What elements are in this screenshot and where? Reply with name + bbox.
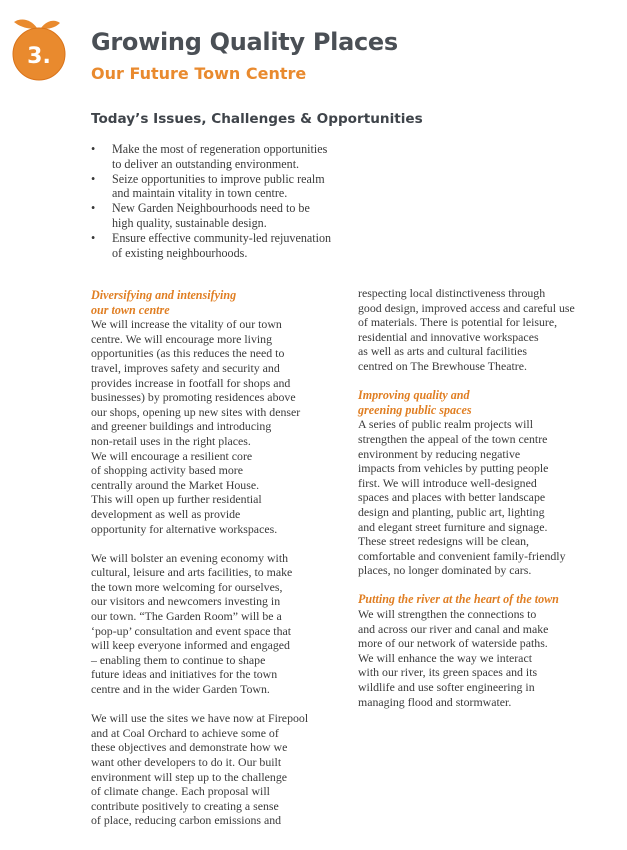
column-right (358, 286, 613, 709)
text-line: impacts from vehicles by putting people (358, 461, 549, 476)
chapter-badge (10, 14, 68, 82)
text-line: – enabling them to continue to shape (91, 652, 266, 667)
text-line: opportunities (as this reduces the need to (91, 346, 285, 361)
text-line: the town more welcoming for ourselves, (91, 579, 283, 594)
text-line: first. We will introduce well-designed (358, 475, 537, 490)
text-line: of shopping activity based more (91, 463, 243, 478)
text-line: with our river, its green spaces and its (358, 665, 538, 680)
issues-list (91, 142, 391, 260)
text-line: want other developers to do it. Our built (91, 755, 282, 769)
list-item (91, 172, 391, 202)
text-line: respecting local distinctiveness through (358, 286, 546, 300)
text-line: centrally around the Market House. (91, 477, 260, 492)
paragraph-public-realm (358, 417, 613, 578)
text-line: We will enhance the way we interact (358, 650, 532, 665)
text-line: We will strengthen the connections to (358, 607, 537, 622)
text-line: of materials. There is potential for leisure, (358, 315, 558, 330)
text-line: residential and innovative workspaces (358, 329, 539, 344)
text-line: managing flood and stormwater. (358, 694, 512, 709)
list-item (91, 142, 391, 172)
issues-heading: Today’s Issues, Challenges & Opportunities (91, 111, 423, 127)
paragraph-evening-economy (91, 551, 339, 697)
bullet-icon: • (91, 142, 96, 156)
text-line: and across our river and canal and make (358, 621, 549, 636)
text-line: These street redesigns will be clean, (358, 534, 530, 549)
list-item-line: Ensure effective community-led rejuvenation (112, 230, 332, 245)
bullet-icon: • (91, 171, 96, 186)
paragraph-river (358, 607, 613, 709)
paragraph-vitality (91, 317, 339, 536)
text-line: places, no longer dominated by cars. (358, 563, 532, 578)
text-line: centred on The Brewhouse Theatre. (358, 358, 527, 373)
list-item-line: New Garden Neighbourhoods need to be (112, 201, 310, 216)
paragraph-continuation (358, 286, 613, 374)
text-line: businesses) by promoting residences above (91, 390, 296, 405)
list-item-line: high quality, sustainable design. (112, 215, 267, 230)
orange-fruit-icon (10, 14, 68, 82)
text-line: our shops, opening up new sites with denser (91, 404, 301, 419)
paragraph-firepool (91, 711, 339, 828)
list-item-line: of existing neighbourhoods. (112, 245, 248, 260)
list-item (91, 201, 391, 231)
text-line: and elegant street furniture and signage. (358, 519, 548, 534)
list-item (91, 231, 391, 261)
text-line: and at Coal Orchard to achieve some of (91, 725, 279, 740)
subheading-river (358, 592, 613, 607)
text-line: environment by reducing negative (358, 446, 521, 461)
subheading-diversifying (91, 288, 339, 317)
text-line: design and planting, public art, lighting (358, 504, 545, 519)
list-item-line: Make the most of regeneration opportunities (112, 142, 328, 156)
text-line: We will use the sites we have now at Firepool (91, 711, 309, 726)
text-line: of climate change. Each proposal will (91, 784, 270, 799)
text-line: good design, improved access and careful use (358, 300, 575, 315)
paragraph-gap (358, 578, 613, 593)
text-line: provides increase in footfall for shops and (91, 375, 291, 390)
text-line: of place, reducing carbon emissions and (91, 813, 282, 828)
paragraph-gap (91, 697, 339, 712)
list-item-line: to deliver an outstanding environment. (112, 156, 300, 171)
leaf-left-icon (14, 20, 37, 29)
text-line: We will bolster an evening economy with (91, 550, 289, 565)
text-line: wildlife and use softer engineering in (358, 680, 535, 695)
text-line: We will encourage a resilient core (91, 448, 253, 463)
text-line: strengthen the appeal of the town centre (358, 431, 548, 446)
paragraph-gap (358, 374, 613, 389)
text-line: comfortable and convenient family-friendly (358, 548, 566, 563)
text-line: as well as arts and cultural facilities (358, 344, 528, 359)
subheading-line: our town centre (91, 302, 170, 317)
text-line: centre. We will encourage more living (91, 331, 273, 346)
text-line: A series of public realm projects will (358, 417, 533, 432)
text-line: ‘pop-up’ consultation and event space that (91, 623, 292, 638)
bullet-icon: • (91, 201, 96, 216)
text-line: future ideas and initiatives for the town (91, 667, 278, 682)
text-line: our town. “The Garden Room” will be a (91, 609, 282, 624)
text-line: opportunity for alternative workspaces. (91, 521, 278, 536)
text-line: environment will step up to the challenge (91, 769, 288, 784)
text-line: We will increase the vitality of our town (91, 317, 282, 332)
page-title: Growing Quality Places (91, 28, 398, 56)
subheading-line: Diversifying and intensifying (91, 288, 237, 302)
text-line: will keep everyone informed and engaged (91, 638, 290, 653)
paragraph-gap (91, 536, 339, 551)
text-line: and greener buildings and introducing (91, 419, 272, 434)
subheading-line: greening public spaces (358, 402, 472, 417)
text-line: centre and in the wider Garden Town. (91, 682, 270, 697)
text-line: more of our network of waterside paths. (358, 636, 548, 651)
list-item-line: and maintain vitality in town centre. (112, 186, 288, 201)
text-line: travel, improves safety and security and (91, 360, 280, 375)
text-line: cultural, leisure and arts facilities, to make (91, 565, 293, 580)
list-item-line: Seize opportunities to improve public realm (112, 171, 325, 186)
text-line: spaces and places with better landscape (358, 490, 546, 505)
text-line: development as well as provide (91, 506, 241, 521)
text-line: non-retail uses in the right places. (91, 433, 251, 448)
column-left (91, 288, 339, 828)
subheading-line: Improving quality and (358, 388, 470, 403)
leaf-right-icon (41, 21, 60, 29)
page-subtitle: Our Future Town Centre (91, 64, 307, 83)
text-line: these objectives and demonstrate how we (91, 740, 288, 755)
subheading-improving-quality (358, 388, 613, 417)
subheading-line: Putting the river at the heart of the town (358, 592, 559, 607)
text-line: This will open up further residential (91, 492, 262, 507)
chapter-number: 3. (27, 44, 51, 69)
text-line: contribute positively to creating a sense (91, 798, 279, 813)
text-line: our visitors and newcomers investing in (91, 594, 281, 609)
bullet-icon: • (91, 230, 96, 245)
